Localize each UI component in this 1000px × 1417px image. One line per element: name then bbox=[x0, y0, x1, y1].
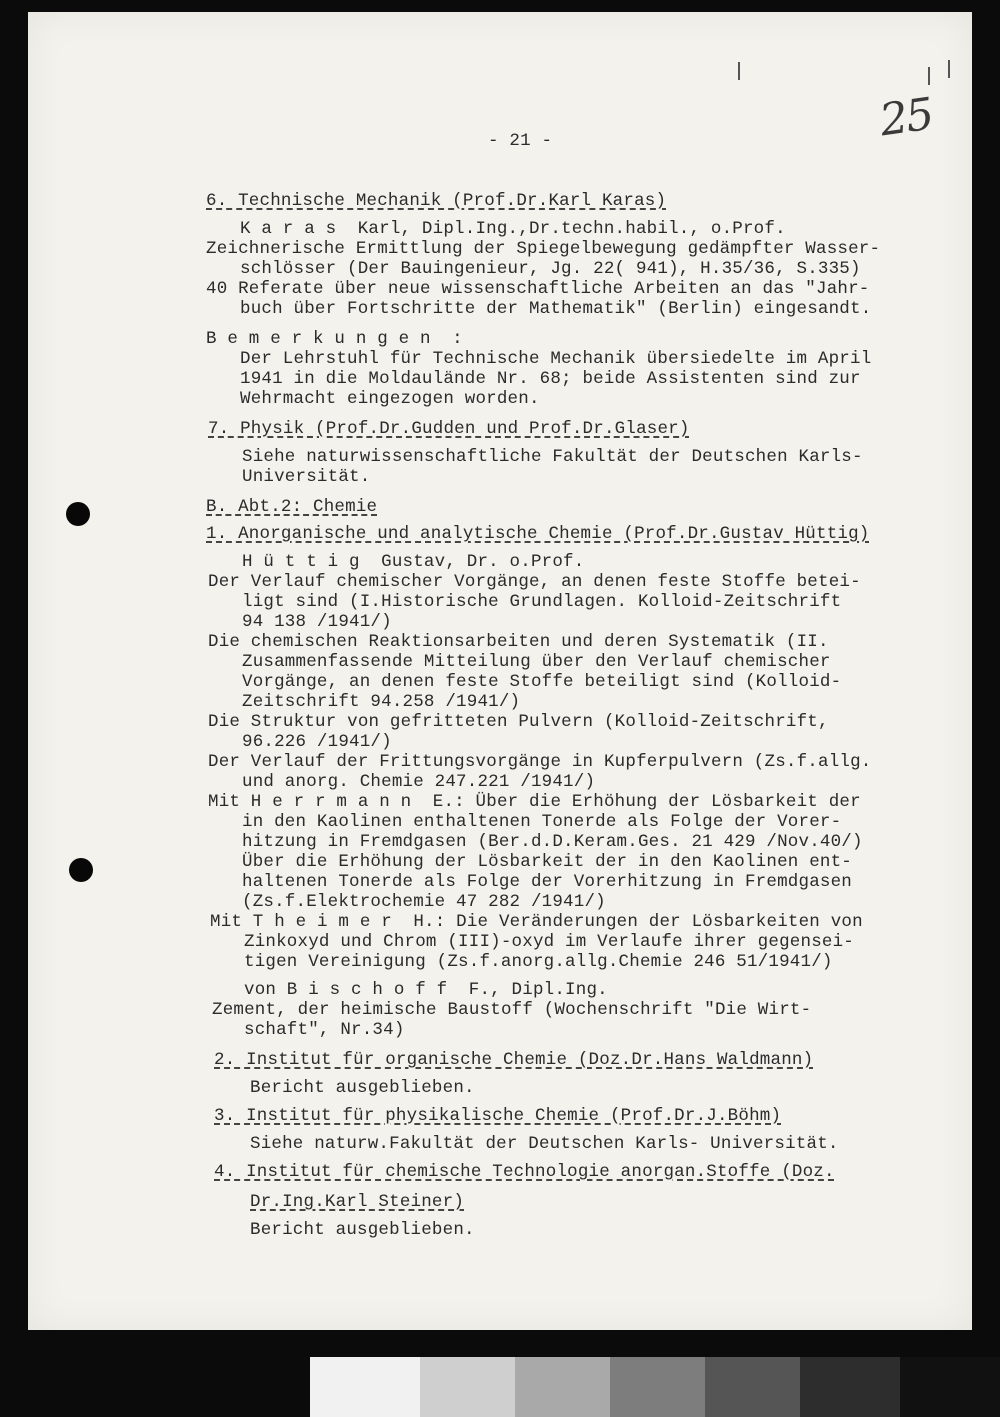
text-line: Zusammenfassende Mitteilung über den Verlauf chemischer bbox=[242, 652, 831, 672]
section-heading: 3. Institut für physikalische Chemie (Prof.Dr.J.Böhm) bbox=[214, 1106, 782, 1126]
text-line: Bericht ausgeblieben. bbox=[250, 1078, 475, 1098]
pencil-mark bbox=[738, 62, 740, 80]
remarks-heading: B e m e r k u n g e n : bbox=[206, 329, 463, 349]
text-line: Bericht ausgeblieben. bbox=[250, 1220, 475, 1240]
section-heading: 4. Institut für chemische Technologie anorgan.Stoffe (Doz. bbox=[214, 1162, 835, 1182]
text-line: in den Kaolinen enthaltenen Tonerde als Folge der Vorer- bbox=[242, 812, 842, 832]
text-line: Zeitschrift 94.258 /1941/) bbox=[242, 692, 521, 712]
text-line: Wehrmacht eingezogen worden. bbox=[240, 389, 540, 409]
pencil-mark bbox=[948, 60, 950, 78]
text-line: Der Lehrstuhl für Technische Mechanik übersiedelte im April bbox=[240, 349, 872, 369]
author-line: von B i s c h o f f F., Dipl.Ing. bbox=[244, 980, 608, 1000]
text-line: Zement, der heimische Baustoff (Wochenschrift "Die Wirt- bbox=[212, 1000, 812, 1020]
text-line: (Zs.f.Elektrochemie 47 282 /1941/) bbox=[242, 892, 606, 912]
section-heading: 6. Technische Mechanik (Prof.Dr.Karl Karas) bbox=[206, 191, 667, 211]
text-line: 96.226 /1941/) bbox=[242, 732, 392, 752]
text-line: 1941 in die Moldauländе Nr. 68; beide Assistenten sind zur bbox=[240, 369, 861, 389]
text-line: Universität. bbox=[242, 467, 371, 487]
text-line: Der Verlauf der Frittungsvorgänge in Kupferpulvern (Zs.f.allg. bbox=[208, 752, 872, 772]
text-line: Zinkoxyd und Chrom (III)-oxyd im Verlaufe ihrer gegensei- bbox=[244, 932, 854, 952]
pencil-mark bbox=[928, 67, 930, 85]
document-page bbox=[28, 12, 972, 1330]
page-number: - 21 - bbox=[488, 131, 553, 151]
section-heading: 7. Physik (Prof.Dr.Gudden und Prof.Dr.Glaser) bbox=[208, 419, 690, 439]
author-line: H ü t t i g Gustav, Dr. o.Prof. bbox=[242, 552, 585, 572]
text-line: ligt sind (I.Historische Grundlagen. Kolloid-Zeitschrift bbox=[242, 592, 842, 612]
text-line: Der Verlauf chemischer Vorgänge, an denen feste Stoffe betei- bbox=[208, 572, 861, 592]
text-line: Die chemischen Reaktionsarbeiten und deren Systematik (II. bbox=[208, 632, 829, 652]
text-line: buch über Fortschritte der Mathematik" (Berlin) eingesandt. bbox=[240, 299, 872, 319]
text-line: Siehe naturwissenschaftliche Fakultät der Deutschen Karls- bbox=[242, 447, 863, 467]
text-line: Die Struktur von gefritteten Pulvern (Kolloid-Zeitschrift, bbox=[208, 712, 829, 732]
text-line: haltenen Tonerde als Folge der Vorerhitzung in Fremdgasen bbox=[242, 872, 852, 892]
section-heading: Dr.Ing.Karl Steiner) bbox=[250, 1192, 465, 1212]
text-line: hitzung in Fremdgasen (Ber.d.D.Keram.Ges. 21 429 /Nov.40/) bbox=[242, 832, 863, 852]
text-line: Mit T h e i m e r H.: Die Veränderungen der Lösbarkeiten von bbox=[210, 912, 863, 932]
text-line: 40 Referate über neue wissenschaftliche Arbeiten an das "Jahr- bbox=[206, 279, 870, 299]
text-line: 94 138 /1941/) bbox=[242, 612, 392, 632]
color-calibration-strip bbox=[310, 1357, 1000, 1417]
text-line: schaft", Nr.34) bbox=[244, 1020, 405, 1040]
section-heading: B. Abt.2: Chemie bbox=[206, 497, 378, 517]
text-line: Siehe naturw.Fakultät der Deutschen Karls- Universität. bbox=[250, 1134, 839, 1154]
punch-hole bbox=[69, 858, 93, 882]
text-line: Mit H e r r m a n n E.: Über die Erhöhung der Lösbarkeit der bbox=[208, 792, 861, 812]
author-line: K a r a s Karl, Dipl.Ing.,Dr.techn.habil., o.Prof. bbox=[240, 219, 786, 239]
handwritten-page-number: 25 bbox=[876, 88, 936, 147]
text-line: und anorg. Chemie 247.221 /1941/) bbox=[242, 772, 596, 792]
punch-hole bbox=[66, 502, 90, 526]
section-heading: 1. Anorganische und analytische Chemie (Prof.Dr.Gustav Hüttig) bbox=[206, 524, 870, 544]
text-line: Vorgänge, an denen feste Stoffe beteiligt sind (Kolloid- bbox=[242, 672, 842, 692]
text-line: tigen Vereinigung (Zs.f.anorg.allg.Chemie 246 51/1941/) bbox=[244, 952, 833, 972]
text-line: Zeichnerische Ermittlung der Spiegelbewegung gedämpfter Wasser- bbox=[206, 239, 881, 259]
section-heading: 2. Institut für organische Chemie (Doz.Dr.Hans Waldmann) bbox=[214, 1050, 814, 1070]
text-line: Über die Erhöhung der Lösbarkeit der in den Kaolinen ent- bbox=[242, 852, 852, 872]
text-line: schlösser (Der Bauingenieur, Jg. 22( 941), H.35/36, S.335) bbox=[240, 259, 861, 279]
